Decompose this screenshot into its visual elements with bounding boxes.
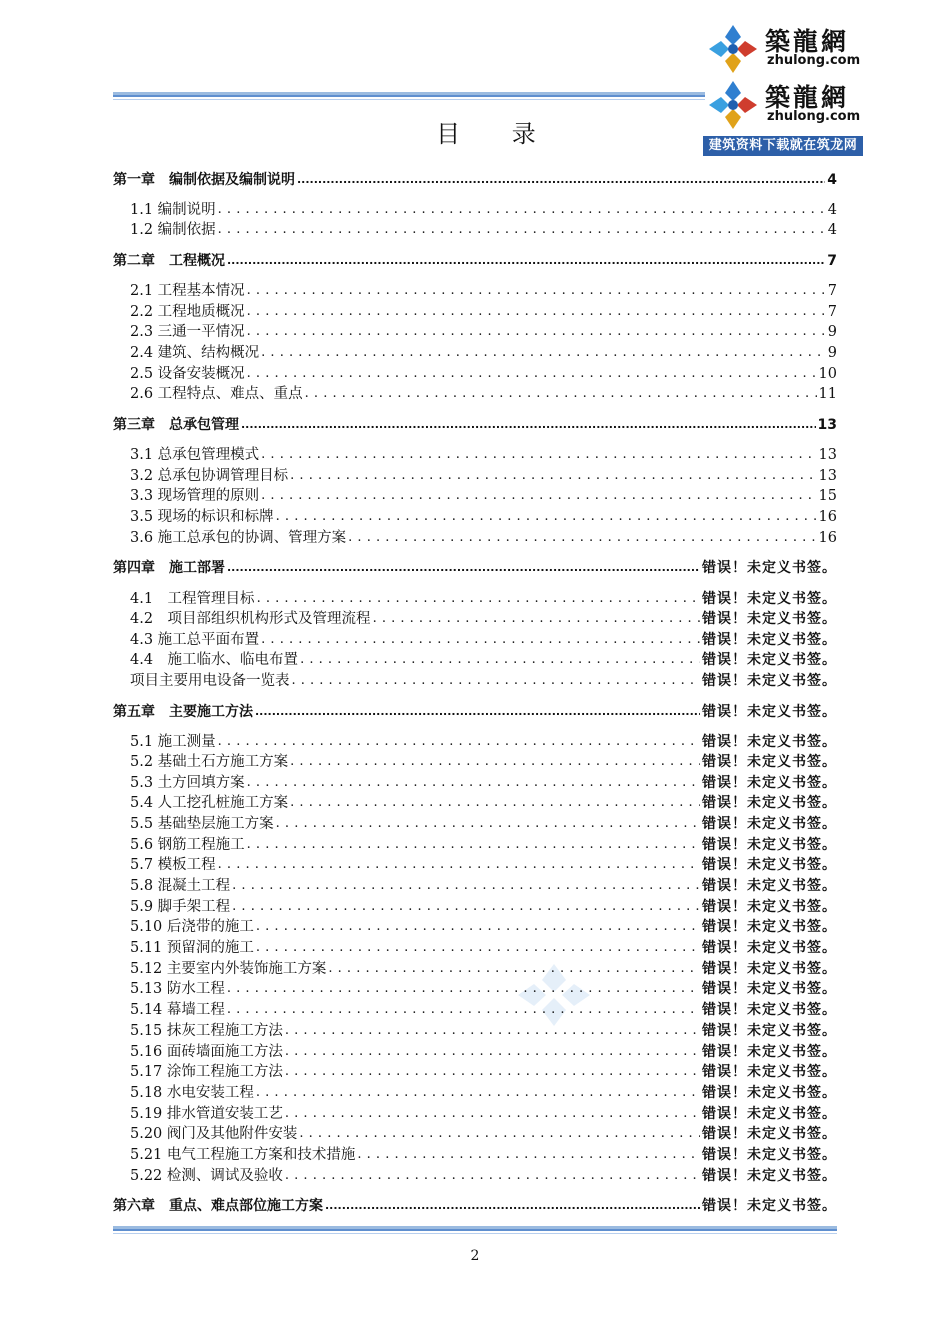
toc-entry-label: 3.2 总承包协调管理目标 [130, 468, 289, 484]
toc-section-entry[interactable] [113, 650, 837, 670]
toc-dot-leader [247, 322, 826, 342]
toc-page-number: 错误！未定义书签。 [702, 591, 837, 607]
toc-entry-label: 1.1 编制说明 [130, 202, 216, 218]
header-rule [113, 92, 705, 97]
toc-section-entry[interactable] [113, 979, 837, 999]
toc-section-entry[interactable] [113, 1145, 837, 1165]
toc-dot-leader [218, 732, 700, 752]
toc-entry-label: 2.2 工程地质概况 [130, 304, 245, 320]
toc-entry-label: 4.3 施工总平面布置 [130, 632, 260, 648]
toc-dot-leader [285, 1042, 700, 1062]
toc-entry-label: 2.3 三通一平情况 [130, 324, 245, 340]
toc-dot-leader [247, 281, 826, 301]
toc-page-number: 错误！未定义书签。 [702, 795, 837, 811]
toc-section-entry[interactable] [113, 322, 837, 342]
toc-entry-label: 5.20 阀门及其他附件安装 [130, 1126, 298, 1142]
toc-entry-label: 5.5 基础垫层施工方案 [130, 816, 274, 832]
toc-entry-label: 第六章 重点、难点部位施工方案 [113, 1198, 323, 1214]
toc-entry-label: 第二章 工程概况 [113, 253, 225, 269]
toc-page-number: 错误！未定义书签。 [702, 816, 837, 832]
toc-dot-leader [285, 1062, 700, 1082]
toc-section-entry[interactable] [113, 302, 837, 322]
toc-page-number: 错误！未定义书签。 [702, 1044, 837, 1060]
logo-en-text: zhulong.com [767, 53, 861, 68]
toc-chapter-entry[interactable] [113, 251, 837, 271]
toc-entry-label: 第一章 编制依据及编制说明 [113, 172, 295, 188]
toc-entry-label: 第三章 总承包管理 [113, 417, 239, 433]
toc-entry-label: 5.13 防水工程 [130, 981, 225, 997]
toc-dot-leader [256, 938, 700, 958]
toc-page-number: 错误！未定义书签。 [702, 611, 837, 627]
toc-page-number: 错误！未定义书签。 [702, 981, 837, 997]
toc-dot-leader [247, 364, 817, 384]
toc-entry-label: 5.16 面砖墙面施工方法 [130, 1044, 283, 1060]
toc-section-entry[interactable] [113, 609, 837, 629]
toc-chapter-entry[interactable] [113, 702, 837, 722]
toc-page-number: 错误！未定义书签。 [702, 1023, 837, 1039]
toc-page-number: 错误！未定义书签。 [702, 1106, 837, 1122]
toc-dot-leader [285, 1021, 700, 1041]
toc-page-number: 13 [817, 417, 837, 433]
toc-section-entry[interactable] [113, 486, 837, 506]
toc-entry-label: 5.17 涂饰工程施工方法 [130, 1064, 283, 1080]
toc-dot-leader [227, 979, 700, 999]
toc-dot-leader [261, 445, 816, 465]
toc-entry-label: 5.4 人工挖孔桩施工方案 [130, 795, 289, 811]
toc-entry-label: 5.21 电气工程施工方案和技术措施 [130, 1147, 356, 1163]
toc-dot-leader [290, 793, 700, 813]
toc-dot-leader [232, 897, 700, 917]
toc-dot-leader [247, 302, 826, 322]
footer-rule [113, 1226, 837, 1231]
toc-dot-leader [218, 200, 826, 220]
toc-page-number: 7 [827, 304, 837, 320]
toc-entry-label: 4.2 项目部组织机构形式及管理流程 [130, 611, 371, 627]
toc-entry-label: 5.12 主要室内外装饰施工方案 [130, 961, 327, 977]
toc-dot-leader [227, 558, 700, 578]
toc-section-entry[interactable] [113, 1000, 837, 1020]
toc-page-number: 错误！未定义书签。 [702, 961, 837, 977]
toc-page-number: 7 [827, 253, 837, 269]
toc-page-number: 4 [827, 202, 837, 218]
toc-section-entry[interactable] [113, 528, 837, 548]
toc-page-number: 15 [818, 488, 837, 504]
toc-section-entry[interactable] [113, 938, 837, 958]
toc-page-number: 错误！未定义书签。 [702, 1168, 837, 1184]
toc-page-number: 13 [818, 447, 837, 463]
toc-entry-label: 2.4 建筑、结构概况 [130, 345, 260, 361]
toc-dot-leader [232, 876, 700, 896]
toc-dot-leader [218, 220, 826, 240]
toc-section-entry[interactable] [113, 1083, 837, 1103]
toc-entry-label: 4.1 工程管理目标 [130, 591, 255, 607]
toc-page-number: 4 [827, 222, 837, 238]
header-rule-thin [113, 99, 705, 100]
toc-page-number: 10 [818, 366, 837, 382]
toc-entry-label: 3.6 施工总承包的协调、管理方案 [130, 530, 347, 546]
toc-dot-leader [261, 343, 826, 363]
toc-entry-label: 5.8 混凝土工程 [130, 878, 231, 894]
toc-dot-leader [261, 486, 816, 506]
toc-entry-label: 5.22 检测、调试及验收 [130, 1168, 283, 1184]
toc-dot-leader [328, 959, 700, 979]
toc-page-number: 错误！未定义书签。 [702, 673, 837, 689]
toc-dot-leader [290, 752, 700, 772]
toc-chapter-entry[interactable] [113, 558, 837, 578]
toc-chapter-entry[interactable] [113, 415, 837, 435]
toc-section-entry[interactable] [113, 1124, 837, 1144]
toc-entry-label: 第五章 主要施工方法 [113, 704, 253, 720]
toc-section-entry[interactable] [113, 466, 837, 486]
toc-entry-label: 3.3 现场管理的原则 [130, 488, 260, 504]
toc-entry-label: 2.1 工程基本情况 [130, 283, 245, 299]
toc-entry-label: 4.4 施工临水、临电布置 [130, 652, 299, 668]
toc-page-number: 错误！未定义书签。 [702, 1002, 837, 1018]
toc-page-number: 错误！未定义书签。 [702, 632, 837, 648]
toc-section-entry[interactable] [113, 630, 837, 650]
toc-page-number: 错误！未定义书签。 [702, 704, 837, 720]
toc-dot-leader [256, 917, 700, 937]
toc-section-entry[interactable] [113, 281, 837, 301]
toc-dot-leader [285, 1166, 700, 1186]
logo-cn-text: 築龍網 [765, 83, 850, 112]
toc-dot-leader [255, 702, 700, 722]
toc-section-entry[interactable] [113, 445, 837, 465]
toc-dot-leader [247, 773, 700, 793]
toc-section-entry[interactable] [113, 1021, 837, 1041]
toc-section-entry[interactable] [113, 364, 837, 384]
logo-en-text: zhulong.com [767, 109, 861, 124]
toc-entry-label: 5.7 模板工程 [130, 857, 216, 873]
toc-section-entry[interactable] [113, 589, 837, 609]
toc-chapter-entry[interactable] [113, 170, 837, 190]
toc-entry-label: 2.5 设备安装概况 [130, 366, 245, 382]
toc-section-entry[interactable] [113, 773, 837, 793]
toc-section-entry[interactable] [113, 876, 837, 896]
toc-page-number: 错误！未定义书签。 [702, 837, 837, 853]
toc-section-entry[interactable] [113, 507, 837, 527]
toc-entry-label: 5.3 土方回填方案 [130, 775, 245, 791]
toc-entry-label: 5.11 预留洞的施工 [130, 940, 254, 956]
toc-entry-label: 5.14 幕墙工程 [130, 1002, 225, 1018]
toc-chapter-entry[interactable] [113, 1196, 837, 1216]
toc-page-number: 13 [818, 468, 837, 484]
toc-entry-label: 3.5 现场的标识和标牌 [130, 509, 274, 525]
toc-entry-label: 5.18 水电安装工程 [130, 1085, 254, 1101]
logo-row [703, 20, 863, 78]
toc-dot-leader [227, 1000, 700, 1020]
toc-page-number: 错误！未定义书签。 [702, 1147, 837, 1163]
toc-page-number: 16 [818, 530, 837, 546]
toc-section-entry[interactable] [113, 793, 837, 813]
toc-section-entry[interactable] [113, 752, 837, 772]
toc-page-number: 错误！未定义书签。 [702, 940, 837, 956]
toc-section-entry[interactable] [113, 855, 837, 875]
toc-dot-leader [300, 650, 700, 670]
toc-page-number: 9 [827, 324, 837, 340]
toc-dot-leader [348, 528, 816, 548]
toc-dot-leader [247, 835, 700, 855]
toc-section-entry[interactable] [113, 1042, 837, 1062]
toc-dot-leader [218, 855, 700, 875]
toc-page-number: 错误！未定义书签。 [702, 734, 837, 750]
toc-dot-leader [290, 466, 816, 486]
toc-section-entry[interactable] [113, 220, 837, 240]
toc-dot-leader [305, 384, 817, 404]
toc-dot-leader [257, 589, 700, 609]
toc-section-entry[interactable] [113, 917, 837, 937]
toc-dot-leader [357, 1145, 700, 1165]
toc-entry-label: 5.1 施工测量 [130, 734, 216, 750]
toc-page-number: 16 [818, 509, 837, 525]
toc-entry-label: 5.6 钢筋工程施工 [130, 837, 245, 853]
toc-entry-label: 第四章 施工部署 [113, 560, 225, 576]
logo-cn-text: 築龍網 [765, 27, 850, 56]
toc-entry-label: 5.19 排水管道安装工艺 [130, 1106, 283, 1122]
toc-section-entry[interactable] [113, 1062, 837, 1082]
page-title: 目 录 [436, 120, 558, 148]
page-number: 2 [470, 1248, 480, 1264]
toc-section-entry[interactable] [113, 384, 837, 404]
toc-entry-label: 3.1 总承包管理模式 [130, 447, 260, 463]
toc-entry-label: 5.15 抹灰工程施工方法 [130, 1023, 283, 1039]
toc-page-number: 错误！未定义书签。 [702, 560, 837, 576]
toc-page-number: 错误！未定义书签。 [702, 899, 837, 915]
toc-dot-leader [276, 814, 700, 834]
toc-page-number: 11 [818, 386, 837, 402]
toc-page-number: 错误！未定义书签。 [702, 1198, 837, 1214]
toc-dot-leader [256, 1083, 700, 1103]
toc-page-number: 9 [827, 345, 837, 361]
toc-entry-label: 2.6 工程特点、难点、重点 [130, 386, 303, 402]
toc-entry-label: 5.2 基础土石方施工方案 [130, 754, 289, 770]
toc-page-number: 错误！未定义书签。 [702, 857, 837, 873]
toc-dot-leader [276, 507, 817, 527]
toc-section-entry[interactable] [113, 835, 837, 855]
logo-mark-icon [705, 23, 761, 75]
toc-section-entry[interactable] [113, 814, 837, 834]
toc-dot-leader [241, 415, 816, 435]
toc-section-entry[interactable] [113, 732, 837, 752]
toc-section-entry[interactable] [113, 1104, 837, 1124]
toc-dot-leader [292, 671, 701, 691]
toc-dot-leader [285, 1104, 700, 1124]
toc-page-number: 错误！未定义书签。 [702, 652, 837, 668]
toc-page-number: 7 [827, 283, 837, 299]
toc-section-entry[interactable] [113, 1166, 837, 1186]
toc-dot-leader [297, 170, 825, 190]
toc-page-number: 错误！未定义书签。 [702, 754, 837, 770]
toc-page-number: 错误！未定义书签。 [702, 1126, 837, 1142]
toc-section-entry[interactable] [113, 671, 837, 691]
toc-entry-label: 5.10 后浇带的施工 [130, 919, 254, 935]
toc-dot-leader [325, 1196, 700, 1216]
toc-entry-label: 5.9 脚手架工程 [130, 899, 231, 915]
toc-dot-leader [299, 1124, 700, 1144]
toc-page-number: 错误！未定义书签。 [702, 919, 837, 935]
toc-dot-leader [227, 251, 825, 271]
toc-page-number: 错误！未定义书签。 [702, 878, 837, 894]
toc-dot-leader [261, 630, 700, 650]
logo-banner: 建筑资料下载就在筑龙网 [703, 136, 863, 156]
toc-section-entry[interactable] [113, 343, 837, 363]
toc-section-entry[interactable] [113, 897, 837, 917]
toc-page-number: 错误！未定义书签。 [702, 775, 837, 791]
footer-rule-thin [113, 1233, 837, 1234]
toc-section-entry[interactable] [113, 200, 837, 220]
toc-section-entry[interactable] [113, 959, 837, 979]
toc-page-number: 错误！未定义书签。 [702, 1064, 837, 1080]
toc-entry-label: 项目主要用电设备一览表 [130, 673, 290, 689]
toc-page-number: 错误！未定义书签。 [702, 1085, 837, 1101]
toc-entry-label: 1.2 编制依据 [130, 222, 216, 238]
toc-dot-leader [373, 609, 700, 629]
toc-page-number: 4 [827, 172, 837, 188]
